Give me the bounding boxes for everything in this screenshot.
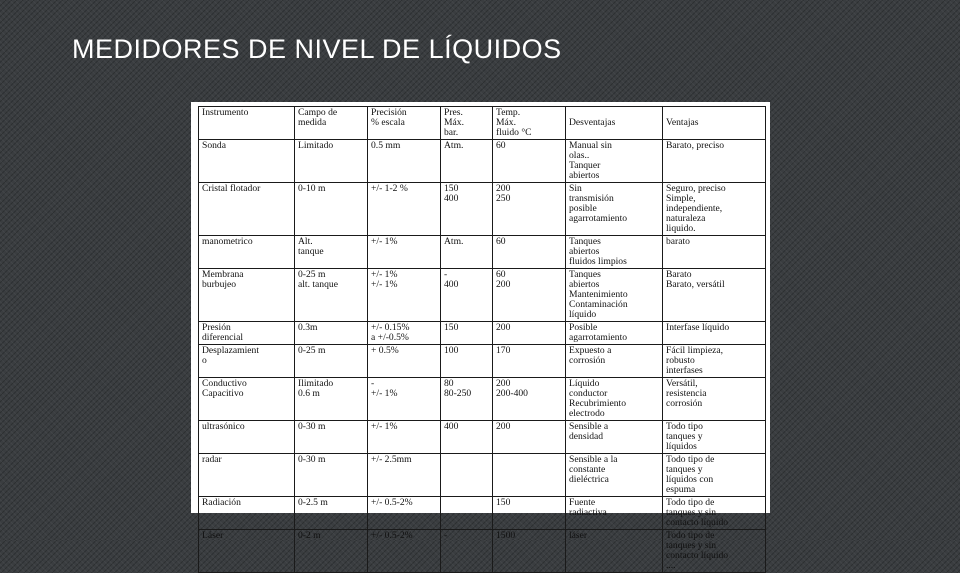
table-cell: Barato Barato, versátil [663, 269, 766, 322]
table-cell: Radiación [199, 497, 295, 530]
table-row [199, 183, 766, 236]
table-cell: ultrasónico [199, 421, 295, 454]
table-cell: +/- 1% [368, 236, 441, 269]
table-cell: 60 200 [493, 269, 566, 322]
table-cell: Sin transmisión posible agarrotamiento [566, 183, 663, 236]
table-cell: 0-25 m alt. tanque [295, 269, 368, 322]
table-cell: Barato, preciso [663, 140, 766, 183]
table-cell [441, 497, 493, 530]
table-cell: Membrana burbujeo [199, 269, 295, 322]
table-cell: Líquido conductor Recubrimiento electrodo [566, 378, 663, 421]
table-cell [493, 454, 566, 497]
table-cell: Desplazamient o [199, 345, 295, 378]
table-cell: 0-25 m [295, 345, 368, 378]
table-cell: Ilimitado 0.6 m [295, 378, 368, 421]
header-cell: Campo de medida [295, 107, 368, 140]
table-cell [441, 454, 493, 497]
table-cell: 200 250 [493, 183, 566, 236]
table-cell: 150 [441, 322, 493, 345]
table-cell: Manual sin olas.. Tanquer abiertos [566, 140, 663, 183]
table-cell: 0-30 m [295, 421, 368, 454]
table-cell: Atm. [441, 140, 493, 183]
table-cell: Láser [199, 530, 295, 573]
table-cell: barato [663, 236, 766, 269]
table-cell: +/- 1-2 % [368, 183, 441, 236]
instrument-table [198, 106, 766, 573]
table-cell: + 0.5% [368, 345, 441, 378]
table-cell: 0.5 mm [368, 140, 441, 183]
table-cell: Seguro, preciso Simple, independiente, naturaleza liquido. [663, 183, 766, 236]
table-cell: Atm. [441, 236, 493, 269]
table-row [199, 530, 766, 573]
table-cell: Fuente radiactiva [566, 497, 663, 530]
header-cell: Desventajas [566, 107, 663, 140]
table-cell: 80 80-250 [441, 378, 493, 421]
table-cell: 0-2 m [295, 530, 368, 573]
table-cell: 150 [493, 497, 566, 530]
table-cell: +/- 0.5-2% [368, 497, 441, 530]
table-cell: 200 [493, 421, 566, 454]
header-cell: Temp. Máx. fluido °C [493, 107, 566, 140]
table-cell: 0-30 m [295, 454, 368, 497]
table-cell: Versátil, resistencia corrosión [663, 378, 766, 421]
table-row [199, 421, 766, 454]
table-cell: 150 400 [441, 183, 493, 236]
table-cell: Expuesto a corrosión [566, 345, 663, 378]
table-cell: 60 [493, 140, 566, 183]
table-cell: láser [566, 530, 663, 573]
table-cell: 170 [493, 345, 566, 378]
instrument-table-image [191, 102, 770, 571]
table-cell: Presión diferencial [199, 322, 295, 345]
table-cell: +/- 0.5-2% [368, 530, 441, 573]
table-header-row [199, 107, 766, 140]
table-cell: Todo tipo de tanques y sin contacto líquido [663, 497, 766, 530]
table-cell: 100 [441, 345, 493, 378]
table-cell: 60 [493, 236, 566, 269]
table-row [199, 497, 766, 530]
table-cell: +/- 0.15% a +/-0.5% [368, 322, 441, 345]
table-cell: 200 [493, 322, 566, 345]
table-cell: +/- 1% [368, 421, 441, 454]
table-cell: - [441, 530, 493, 573]
table-cell: 0.3m [295, 322, 368, 345]
table-cell: 1500 [493, 530, 566, 573]
table-cell: Limitado [295, 140, 368, 183]
table-cell: 400 [441, 421, 493, 454]
table-cell: - +/- 1% [368, 378, 441, 421]
table-cell: Fácil limpieza, robusto interfases [663, 345, 766, 378]
header-cell: Pres. Máx. bar. [441, 107, 493, 140]
table-cell: manometrico [199, 236, 295, 269]
table-cell: Alt. tanque [295, 236, 368, 269]
table-cell: - 400 [441, 269, 493, 322]
table-cell: +/- 1% +/- 1% [368, 269, 441, 322]
table-cell: Tanques abiertos Mantenimiento Contaminación líquido [566, 269, 663, 322]
header-cell: Instrumento [199, 107, 295, 140]
table-row [199, 345, 766, 378]
table-row [199, 269, 766, 322]
table-row [199, 454, 766, 497]
table-cell: Sensible a densidad [566, 421, 663, 454]
table-row [199, 140, 766, 183]
slide-title: MEDIDORES DE NIVEL DE LÍQUIDOS [72, 34, 562, 64]
table-cell: 0-10 m [295, 183, 368, 236]
header-cell: Ventajas [663, 107, 766, 140]
table-cell: 200 200-400 [493, 378, 566, 421]
table-cell: Todo tipo de tanques y líquidos con espuma [663, 454, 766, 497]
table-row [199, 378, 766, 421]
table-cell: Sensible a la constante dieléctrica [566, 454, 663, 497]
table-row [199, 322, 766, 345]
table-cell: Tanques abiertos fluidos limpios [566, 236, 663, 269]
header-cell: Precisión % escala [368, 107, 441, 140]
table-cell: Cristal flotador [199, 183, 295, 236]
table-cell: Todo tipo de tanques y sin contacto líquido .... [663, 530, 766, 573]
table-cell: Todo tipo tanques y líquidos [663, 421, 766, 454]
table-cell: Conductivo Capacitivo [199, 378, 295, 421]
table-cell: Interfase líquido [663, 322, 766, 345]
table-cell: radar [199, 454, 295, 497]
table-row [199, 236, 766, 269]
table-cell: Sonda [199, 140, 295, 183]
table-cell: 0-2.5 m [295, 497, 368, 530]
table-cell: Posible agarrotamiento [566, 322, 663, 345]
table-cell: +/- 2.5mm [368, 454, 441, 497]
